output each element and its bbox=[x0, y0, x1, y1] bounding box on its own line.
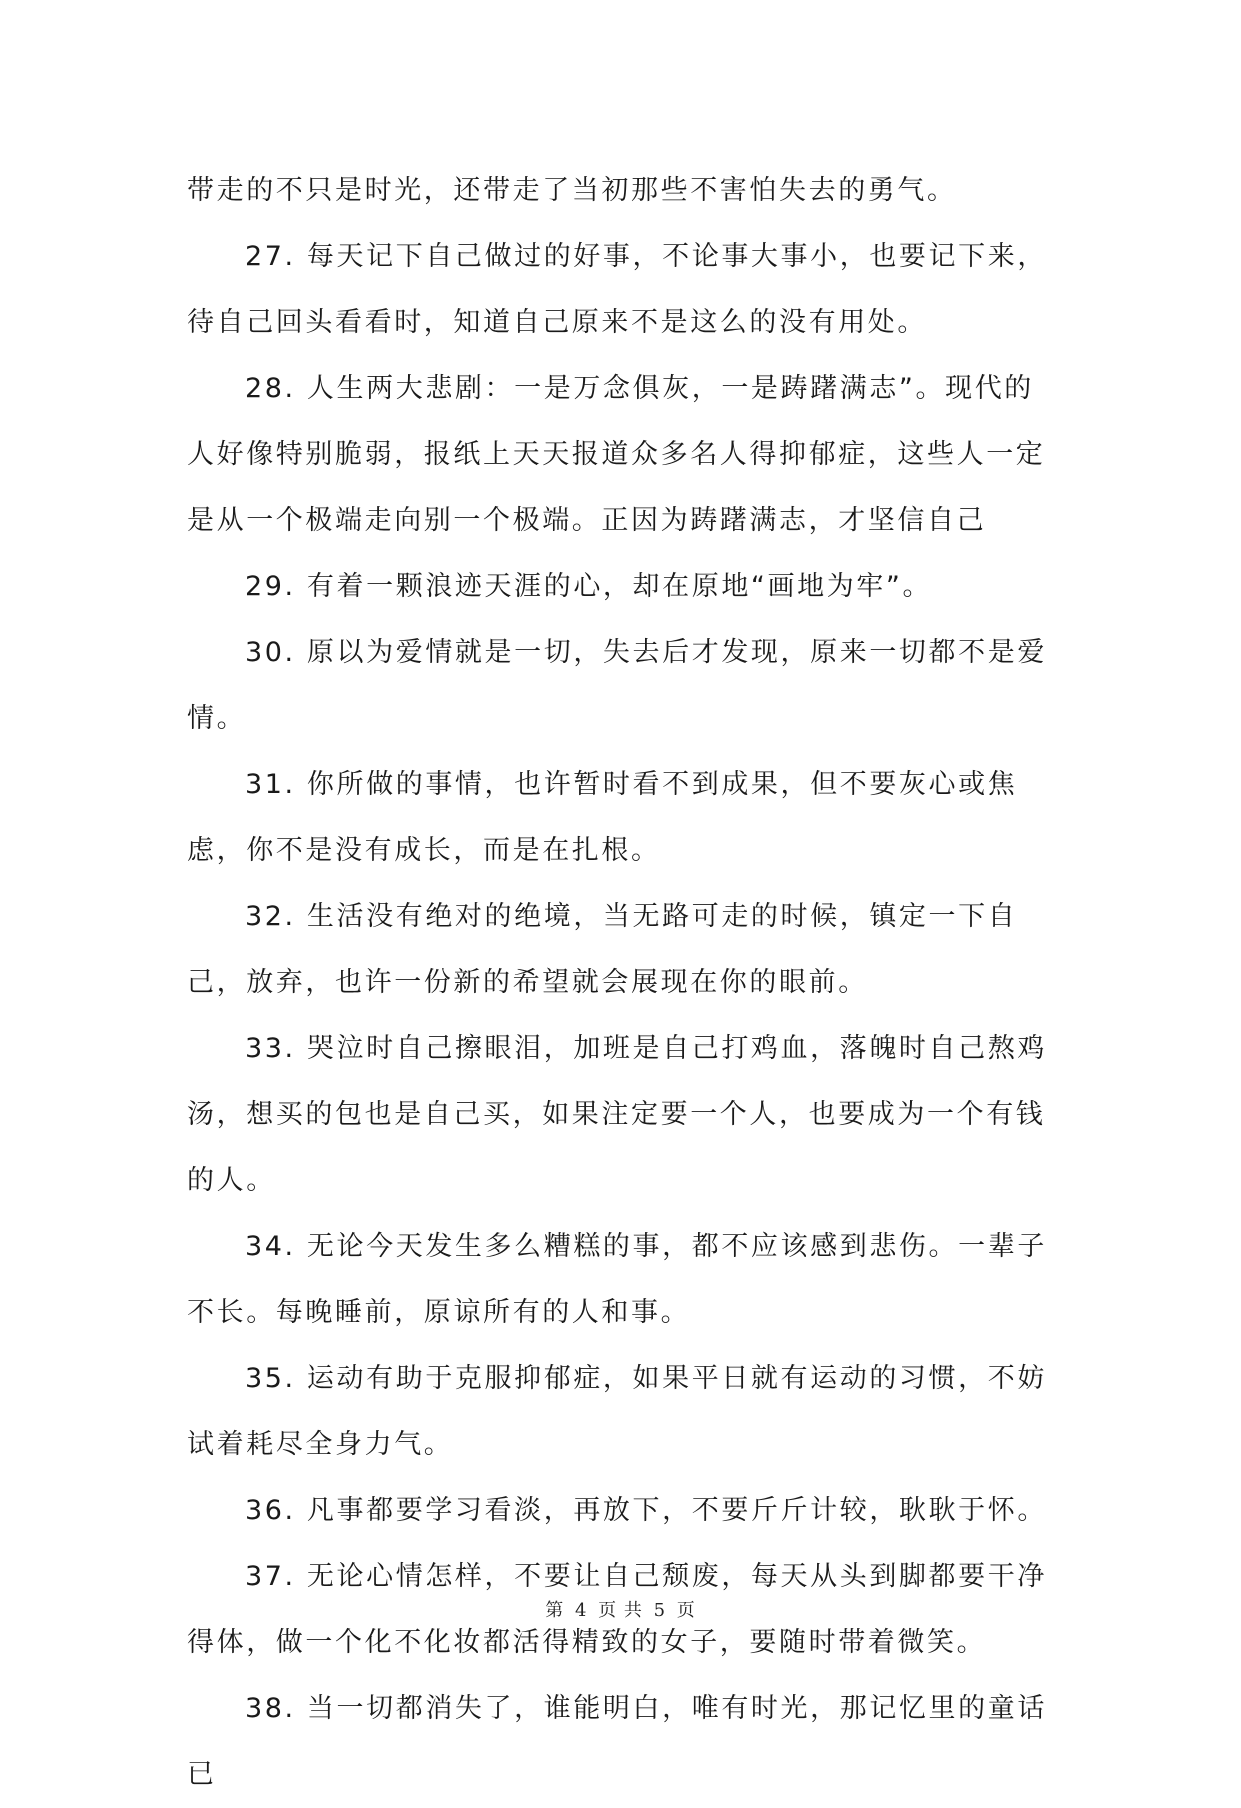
document-body bbox=[187, 158, 1057, 1808]
list-item-38: 38. 当一切都消失了，谁能明白，唯有时光，那记忆里的童话已 bbox=[187, 1693, 1047, 1790]
footer-current-page: 4 bbox=[574, 1600, 588, 1621]
list-item-28: 28. 人生两大悲剧：一是万念俱灰，一是踌躇满志”。现代的人好像特别脆弱，报纸上天天报道众多名人得抑郁症，这些人一定是从一个极端走向别一个极端。正因为踌躇满志，才坚信自己 bbox=[187, 373, 1046, 536]
list-item-27: 27. 每天记下自己做过的好事，不论事大事小，也要记下来，待自己回头看看时，知道自己原来不是这么的没有用处。 bbox=[187, 241, 1047, 338]
footer-prefix: 第 bbox=[545, 1600, 565, 1621]
footer-suffix: 页 bbox=[676, 1600, 696, 1621]
page-footer bbox=[0, 1596, 1241, 1622]
paragraph-continuation: 带走的不只是时光，还带走了当初那些不害怕失去的勇气。 bbox=[187, 175, 957, 206]
list-item-33: 33. 哭泣时自己擦眼泪，加班是自己打鸡血，落魄时自己熬鸡汤，想买的包也是自己买，如果注定要一个人，也要成为一个有钱的人。 bbox=[187, 1033, 1047, 1196]
list-item-31: 31. 你所做的事情，也许暂时看不到成果，但不要灰心或焦虑，你不是没有成长，而是在扎根。 bbox=[187, 769, 1018, 866]
list-item-35: 35. 运动有助于克服抑郁症，如果平日就有运动的习惯，不妨试着耗尽全身力气。 bbox=[187, 1363, 1047, 1460]
list-item-36: 36. 凡事都要学习看淡，再放下，不要斤斤计较，耿耿于怀。 bbox=[245, 1495, 1047, 1526]
list-item-29: 29. 有着一颗浪迹天涯的心，却在原地“画地为牢”。 bbox=[245, 571, 933, 602]
list-item-37: 37. 无论心情怎样，不要让自己颓废，每天从头到脚都要干净得体，做一个化不化妆都活得精致的女子，要随时带着微笑。 bbox=[187, 1561, 1047, 1658]
footer-total-pages: 5 bbox=[653, 1600, 667, 1621]
footer-middle: 页 共 bbox=[598, 1600, 643, 1621]
list-item-32: 32. 生活没有绝对的绝境，当无路可走的时候，镇定一下自己，放弃，也许一份新的希望就会展现在你的眼前。 bbox=[187, 901, 1018, 998]
list-item-30: 30. 原以为爱情就是一切，失去后才发现，原来一切都不是爱情。 bbox=[187, 637, 1047, 734]
list-item-34: 34. 无论今天发生多么糟糕的事，都不应该感到悲伤。一辈子不长。每晚睡前，原谅所有的人和事。 bbox=[187, 1231, 1047, 1328]
